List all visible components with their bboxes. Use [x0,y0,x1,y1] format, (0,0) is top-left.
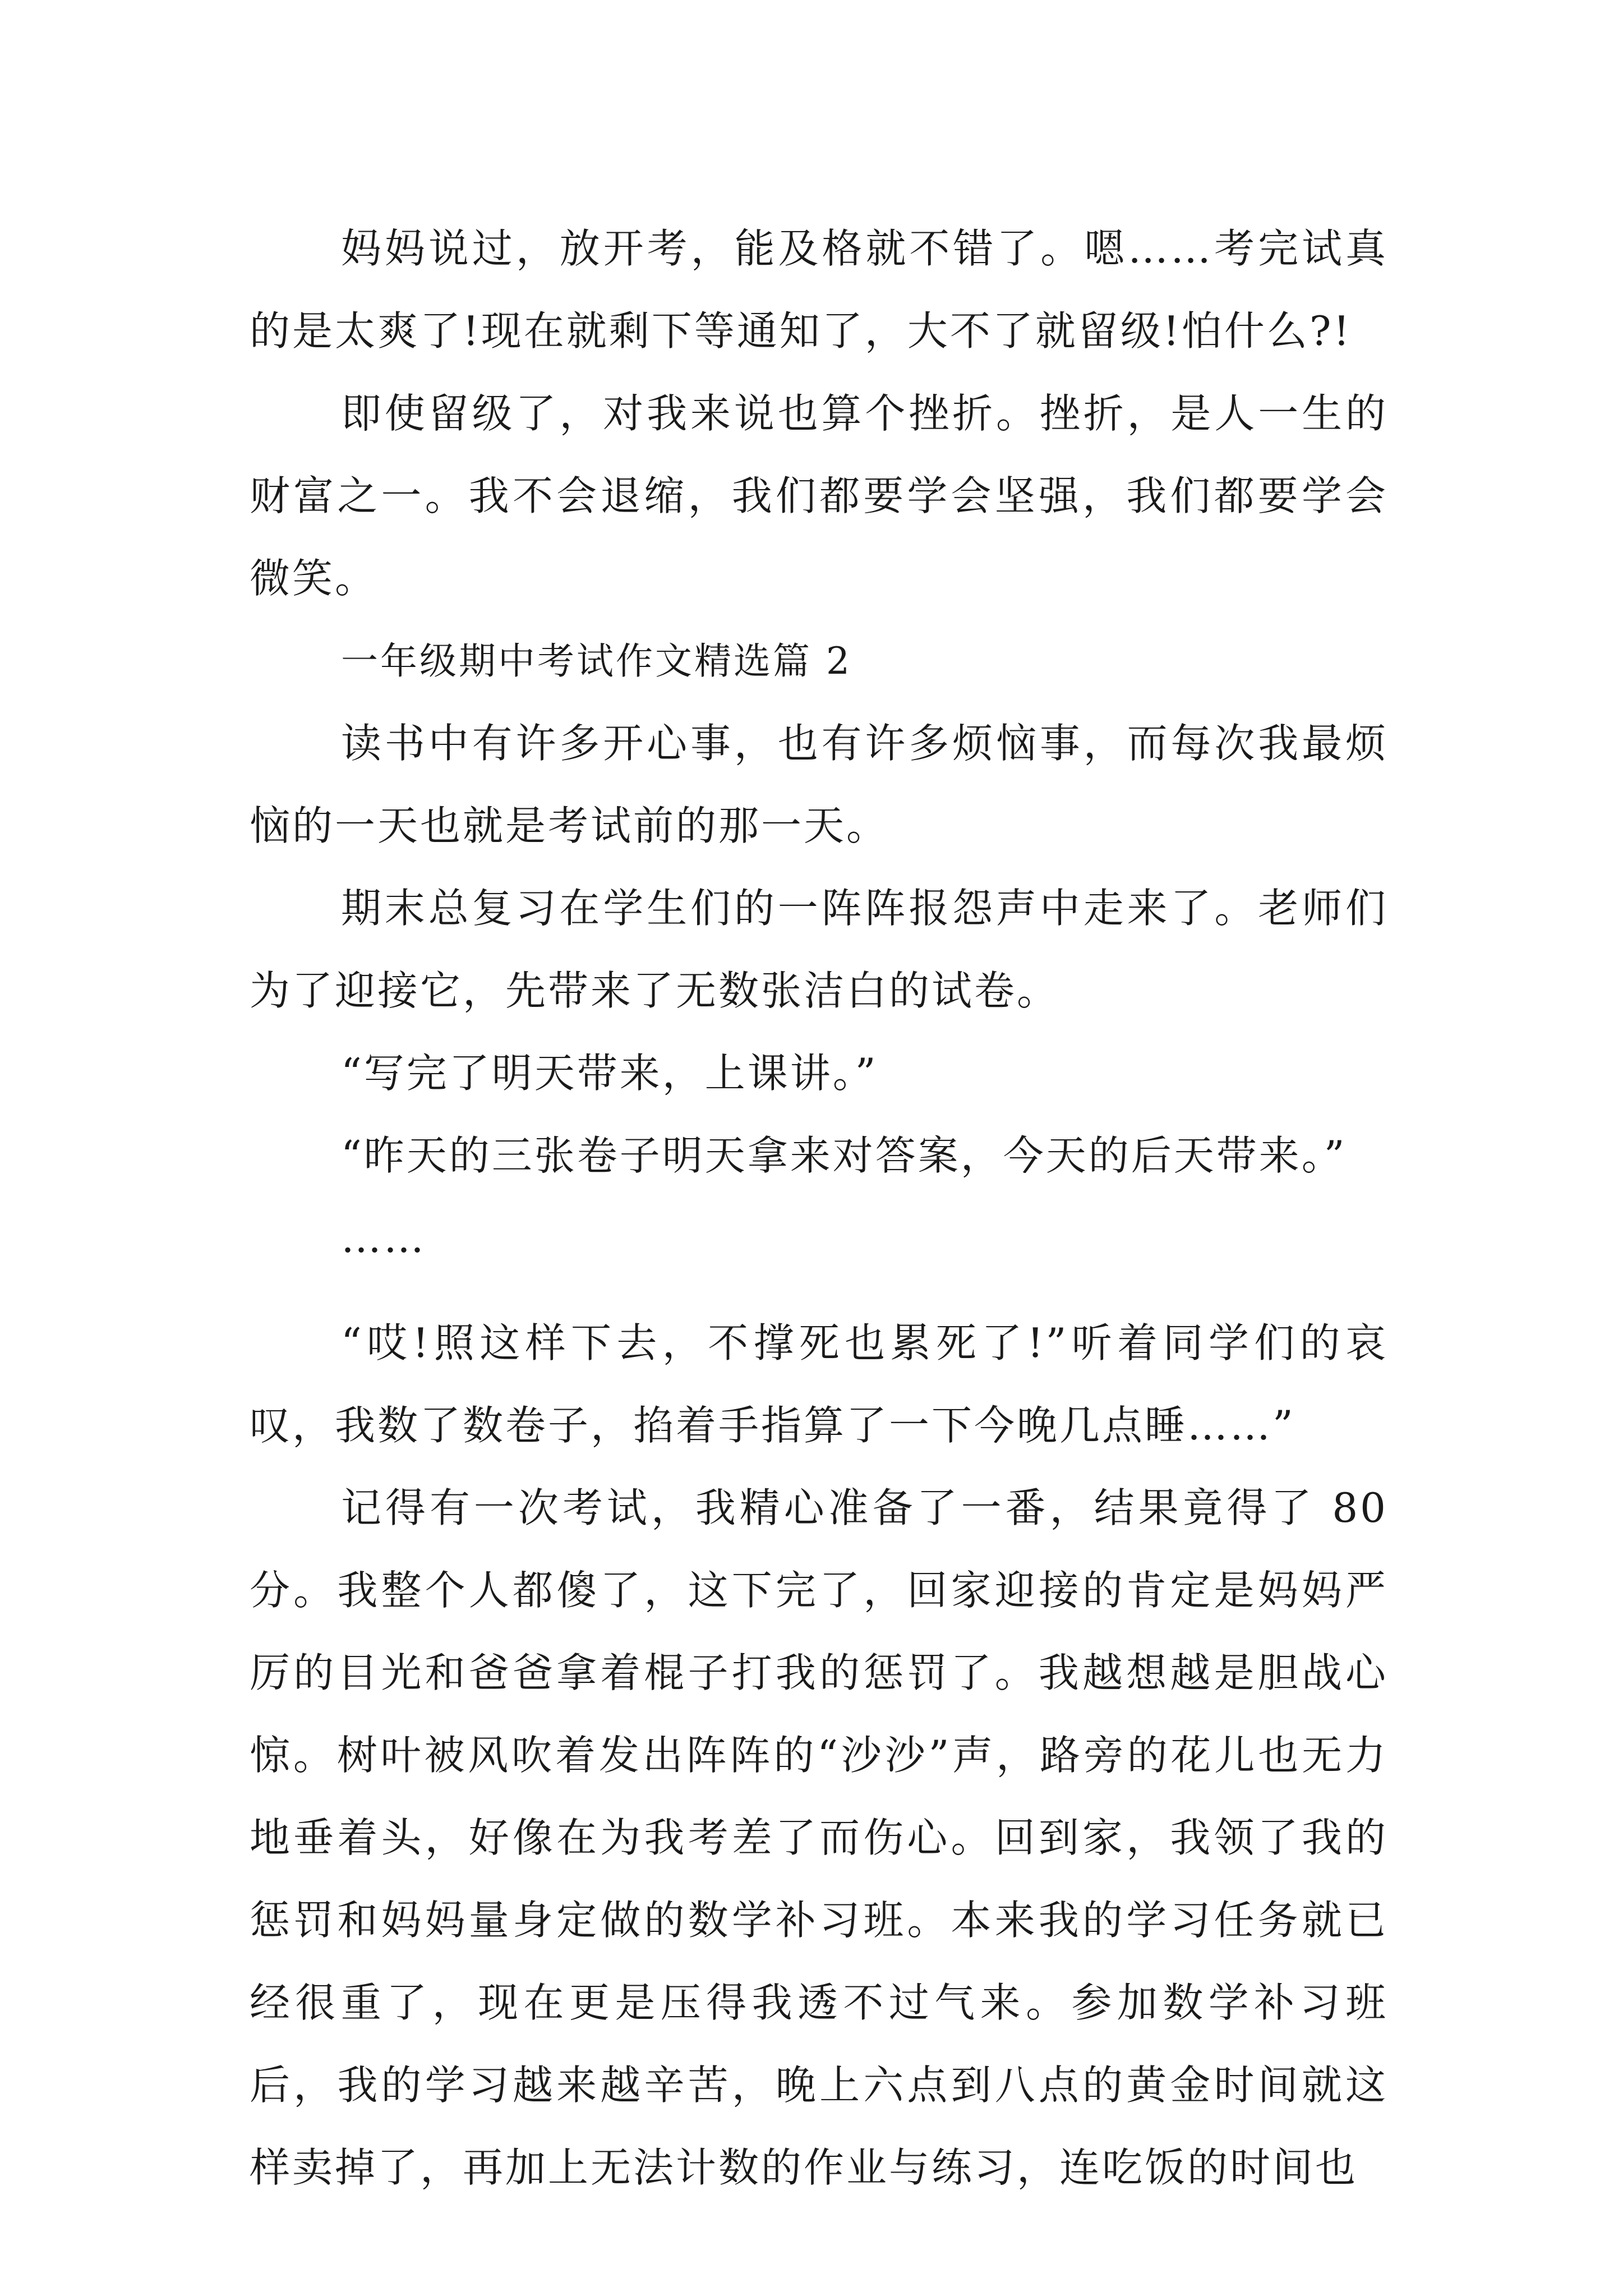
paragraph-1: 妈妈说过，放开考，能及格就不错了。嗯……考完试真的是太爽了!现在就剩下等通知了，大不了就留级!怕什么?! [250,225,1388,355]
section-heading: 一年级期中考试作文精选篇 2 [341,639,852,683]
ellipsis: …… [341,1214,426,1262]
paragraph-4: 期末总复习在学生们的一阵阵报怨声中走来了。老师们为了迎接它，先带来了无数张洁白的试卷。 [250,885,1388,1014]
paragraph-2: 即使留级了，对我来说也算个挫折。挫折，是人一生的财富之一。我不会退缩，我们都要学会坚强，我们都要学会微笑。 [250,390,1388,602]
article-body [250,208,1388,2209]
spacer [250,1280,1388,1302]
paragraph-6: 记得有一次考试，我精心准备了一番，结果竟得了 80分。我整个人都傻了，这下完了，回家迎接的肯定是妈妈严厉的目光和爸爸拿着棍子打我的惩罚了。我越想越是胆战心惊。树叶被风吹着发出阵阵的“沙沙”声，路旁的花儿也无力地垂着头，好像在为我考差了而伤心。回到家，我领了我的惩罚和妈妈量身定做的数学补习班。本来我的学习任务就已经很重了，现在更是压得我透不过气来。参加数学补习班后，我的学习越来越辛苦，晚上六点到八点的黄金时间就这样卖掉了，再加上无法计数的作业与练习，连吃饭的时间也 [250,1484,1388,2191]
quote-1: “写完了明天带来，上课讲。” [341,1050,878,1097]
paragraph-3: 读书中有许多开心事，也有许多烦恼事，而每次我最烦恼的一天也就是考试前的那一天。 [250,720,1388,849]
quote-2: “昨天的三张卷子明天拿来对答案，今天的后天带来。” [341,1132,1347,1179]
paragraph-5: “哎!照这样下去，不撑死也累死了!”听着同学们的哀叹，我数了数卷子，掐着手指算了一下今晚几点睡……” [250,1319,1388,1449]
